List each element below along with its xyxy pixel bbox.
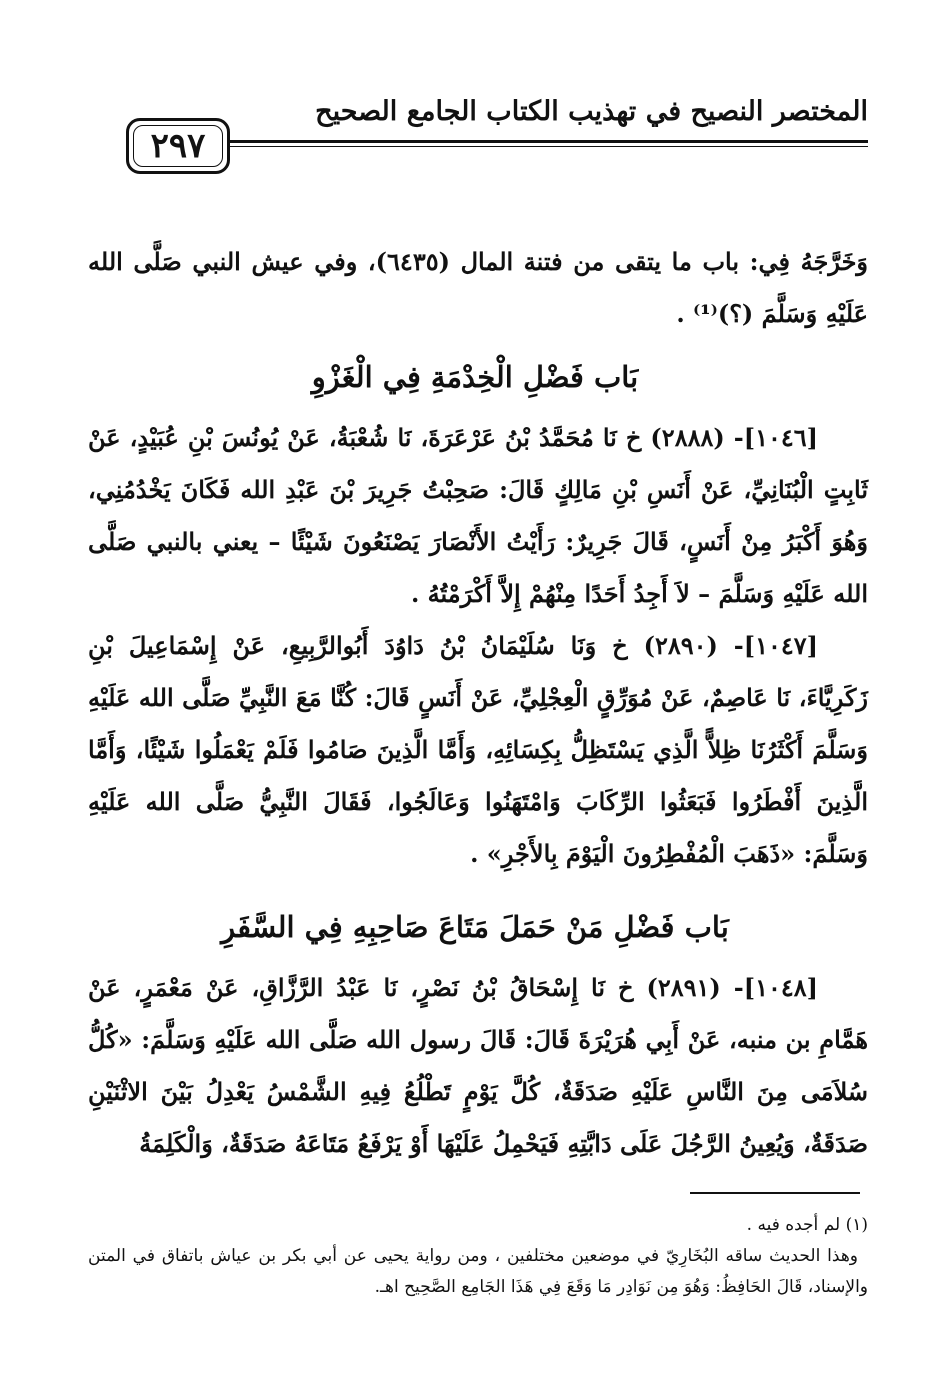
page-number: ٢٩٧	[126, 118, 230, 174]
hadith-1046: [١٠٤٦]- (٢٨٨٨) خ نَا مُحَمَّدُ بْنُ عَرْعَرَةَ، نَا شُعْبَةُ، عَنْ يُونُسَ بْنِ عُبَيْدٍ، عَنْ ثَابِتٍ الْبُنَانِيِّ، عَنْ أَنَسِ بْنِ مَالِكٍ قَالَ: صَحِبْتُ جَرِيرَ بْنَ عَبْدِ الله فَكَانَ يَخْدُمُنِي، وَهُوَ أَكْبَرُ مِنْ أَنَسٍ، قَالَ جَرِيرٌ: رَأَيْتُ الأَنْصَارَ يَصْنَعُونَ شَيْئًا – يعني بالنبي صَلَّى الله عَلَيْهِ وَسَلَّمَ – لاَ أَجِدُ أَحَدًا مِنْهُمْ إِلاَّ أَكْرَمْتُهُ .	[88, 423, 869, 608]
footnotes	[88, 1210, 868, 1303]
footnote-1: (١) لم أجده فيه .	[746, 1215, 868, 1235]
intro-paragraph	[88, 236, 868, 340]
chapter-heading-service-in-raid: بَاب فَضْلِ الْخِدْمَةِ فِي الْغَزْوِ	[311, 360, 639, 394]
hadith-1047: [١٠٤٧]- (٢٨٩٠) خ وَنَا سُلَيْمَانُ بْنُ دَاوُدَ أَبُوالرَّبِيعِ، عَنْ إِسْمَاعِيلَ بْنِ زَكَرِيَّاءَ، نَا عَاصِمٌ، عَنْ مُوَرِّقٍ الْعِجْلِيِّ، عَنْ أَنَسٍ قَالَ: كُنَّا مَعَ النَّبِيِّ صَلَّى الله عَلَيْهِ وَسَلَّمَ أَكْثَرُنَا ظِلاًّ الَّذِي يَسْتَظِلُّ بِكِسَائِهِ، وَأَمَّا الَّذِينَ صَامُوا فَلَمْ يَعْمَلُوا شَيْئًا، وَأَمَّا الَّذِينَ أَفْطَرُوا فَبَعَثُوا الرِّكَابَ وَامْتَهَنُوا وَعَالَجُوا، فَقَالَ النَّبِيُّ صَلَّى الله عَلَيْهِ وَسَلَّمَ: «ذَهَبَ الْمُفْطِرُونَ الْيَوْمَ بِالأَجْرِ» .	[88, 631, 868, 868]
running-title: المختصر النصيح في تهذيب الكتاب الجامع الصحيح	[315, 96, 868, 127]
footnote-commentary: وهذا الحديث ساقه البُخَارِيّ في موضعين مختلفين ، ومن رواية يحيى عن أبي بكر بن عياش باتفاق في المتن والإسناد، قَالَ الحَافِظُ: وَهُوَ مِن نَوَادِر مَا وَقَعَ فِي هَذَا الجَامِع الصَّحِيح اهـ.	[88, 1246, 868, 1297]
header-rule-thin	[228, 146, 868, 147]
hadith-1048: [١٠٤٨]- (٢٨٩١) خ نَا إِسْحَاقُ بْنُ نَصْرٍ، نَا عَبْدُ الرَّزَّاقِ، عَنْ مَعْمَرٍ، عَنْ هَمَّامِ بن منبه، عَنْ أَبِي هُرَيْرَةَ قَالَ: قَالَ رسول الله صَلَّى الله عَلَيْهِ وَسَلَّمَ: «كُلُّ سُلاَمَى مِنَ النَّاسِ عَلَيْهِ صَدَقَةٌ، كُلَّ يَوْمٍ تَطْلُعُ فِيهِ الشَّمْسُ يَعْدِلُ بَيْنَ الاثْنَيْنِ صَدَقَةٌ، وَيُعِينُ الرَّجُلَ عَلَى دَابَّتِهِ فَيَحْمِلُ عَلَيْهَا أَوْ يَرْفَعُ مَتَاعَهُ صَدَقَةٌ، وَالْكَلِمَةُ	[88, 973, 868, 1158]
intro-text: وَخَرَّجَهُ فِي: باب ما يتقى من فتنة المال (٦٤٣٥)، وفي عيش النبي صَلَّى الله عَلَيْهِ وَسَلَّمَ (؟)⁽¹⁾ .	[88, 247, 868, 328]
section-1-body	[88, 412, 868, 880]
section-2-body	[88, 962, 868, 1170]
footnote-separator	[690, 1192, 860, 1194]
header-rule	[228, 140, 868, 143]
chapter-heading-carrying-companion-goods: بَاب فَضْلِ مَنْ حَمَلَ مَتَاعَ صَاحِبِهِ فِي السَّفَرِ	[221, 910, 729, 944]
